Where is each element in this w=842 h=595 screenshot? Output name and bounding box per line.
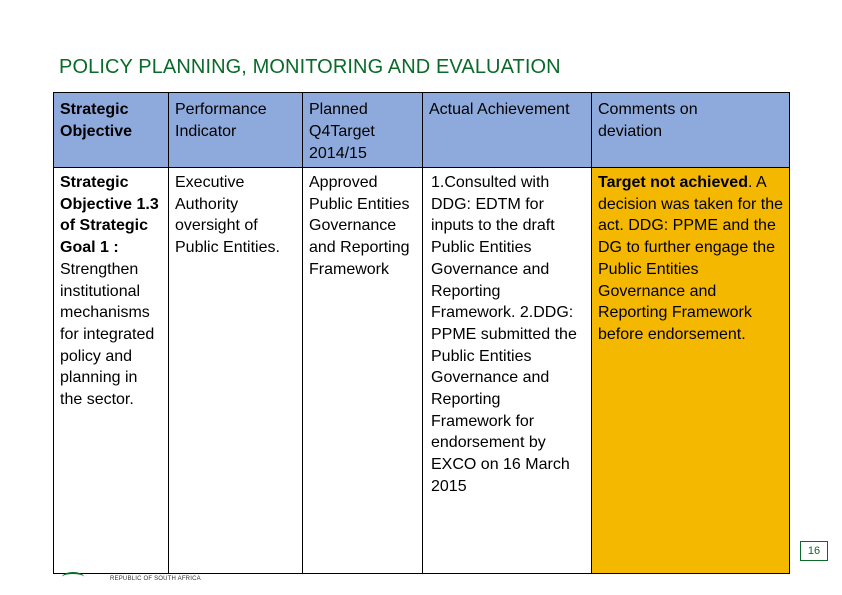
header-actual-achievement: Actual Achievement [429,101,570,118]
header-strategic-objective: Strategic Objective [60,101,133,140]
cell-planned-target: Approved Public Entities Governance and Reporting Framework [309,174,410,278]
column-planned-target [302,93,422,573]
planning-table [53,92,790,574]
cell-strategic-objective [60,172,164,411]
header-comments: Comments on deviation [598,101,698,140]
page-title: POLICY PLANNING, MONITORING AND EVALUATION [59,56,561,78]
cell-actual-achievement: 1.Consulted with DDG: EDTM for inputs to the draft Public Entities Governance and Reporting Framework. 2.DDG: PPME submitted the Public Entities Governance and Reporting Framework for endorsement by EXCO on 16 March 2015 [431,174,577,495]
cell-performance-indicator: Executive Authority oversight of Public Entities. [175,174,280,257]
strategic-objective-text: Strengthen institutional mechanisms for integrated policy and planning in the sector. [60,260,155,409]
header-planned-target: Planned Q4Target 2014/15 [309,101,375,162]
page-number: 16 [800,541,828,561]
comments-text: . A decision was taken for the act. DDG: PPME and the DG to further engage the Public Entities Governance and Reporting Framework before endorsement. [598,174,783,343]
column-comments [591,93,789,573]
strategic-objective-bold: Strategic Objective 1.3 of Strategic Goal 1 : [60,174,159,257]
column-performance-indicator [168,93,302,573]
footer-logo-text: REPUBLIC OF SOUTH AFRICA [110,576,201,582]
header-performance-indicator: Performance Indicator [175,101,267,140]
column-strategic-objective [54,93,168,573]
comments-bold: Target not achieved [598,174,748,191]
column-actual-achievement [422,93,591,573]
cell-comments [598,172,784,346]
coat-of-arms-icon [62,572,84,582]
